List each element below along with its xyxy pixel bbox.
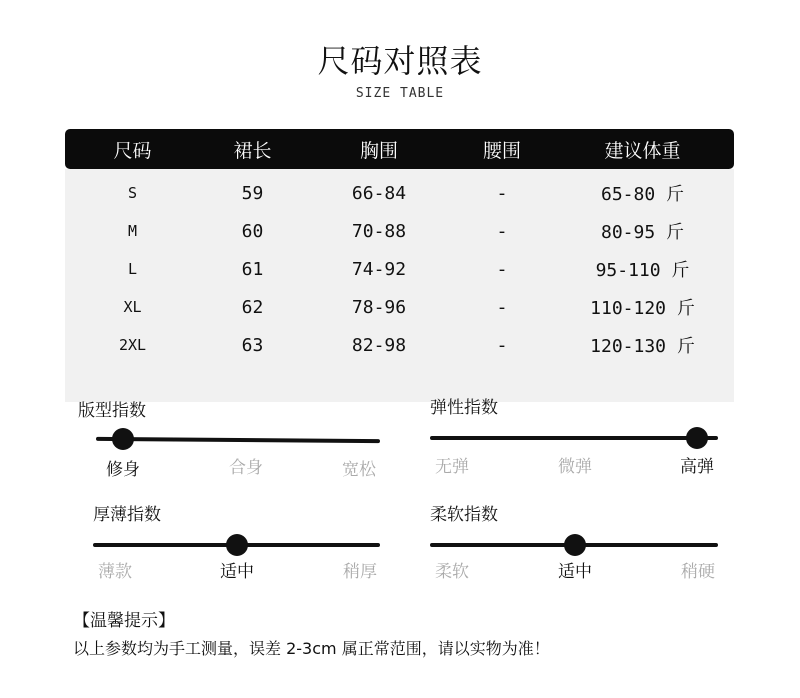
cell-weight: 65-80 斤 xyxy=(600,184,685,205)
cell-waist: - xyxy=(498,334,506,356)
table-row xyxy=(65,326,734,364)
softness-option-firm: 稍硬 xyxy=(681,562,715,582)
thickness-option-thick: 稍厚 xyxy=(343,562,377,582)
fit-index-title: 版型指数 xyxy=(78,401,146,421)
cell-waist: - xyxy=(498,258,506,280)
cell-weight: 110-120 斤 xyxy=(590,298,695,319)
cell-size: 2XL xyxy=(118,336,147,354)
fit-option-loose: 宽松 xyxy=(342,460,376,480)
softness-option-medium: 适中 xyxy=(558,562,592,582)
table-row xyxy=(65,174,734,212)
column-header-size: 尺码 xyxy=(113,139,152,162)
tips-text: 以上参数均为手工测量，误差 2-3cm 属正常范围，请以实物为准！ xyxy=(73,639,550,658)
column-header-waist: 腰围 xyxy=(482,139,521,162)
cell-waist: - xyxy=(498,296,506,318)
thickness-option-thin: 薄款 xyxy=(98,562,132,582)
elasticity-option-slight: 微弹 xyxy=(558,457,592,477)
softness-index-knob xyxy=(564,534,586,556)
fit-option-regular: 合身 xyxy=(229,458,263,478)
fit-index xyxy=(78,393,388,483)
softness-index xyxy=(430,497,730,587)
cell-bust: 66-84 xyxy=(351,182,407,204)
thickness-index-title: 厚薄指数 xyxy=(93,505,161,525)
cell-size: M xyxy=(127,222,138,240)
thickness-index-knob xyxy=(226,534,248,556)
tips-title: 【温馨提示】 xyxy=(73,611,175,631)
cell-weight: 95-110 斤 xyxy=(595,260,690,281)
table-body xyxy=(65,169,734,402)
cell-length: 59 xyxy=(241,182,264,204)
elasticity-option-high: 高弹 xyxy=(680,457,714,477)
size-table xyxy=(65,129,734,402)
table-row xyxy=(65,288,734,326)
column-header-weight: 建议体重 xyxy=(604,139,681,162)
page-subtitle: SIZE TABLE xyxy=(355,86,445,101)
elasticity-index-track xyxy=(430,436,718,440)
thickness-index xyxy=(93,497,393,587)
elasticity-option-none: 无弹 xyxy=(435,457,469,477)
cell-length: 60 xyxy=(241,220,264,242)
softness-index-title: 柔软指数 xyxy=(430,505,498,525)
elasticity-index-title: 弹性指数 xyxy=(430,398,498,418)
cell-bust: 78-96 xyxy=(351,296,407,318)
cell-size: XL xyxy=(123,298,142,316)
table-row xyxy=(65,250,734,288)
cell-bust: 82-98 xyxy=(351,334,407,356)
cell-weight: 120-130 斤 xyxy=(590,336,695,357)
elasticity-index-knob xyxy=(686,427,708,449)
cell-waist: - xyxy=(498,182,506,204)
cell-length: 62 xyxy=(241,296,264,318)
page-title: 尺码对照表 xyxy=(317,42,483,80)
column-header-length: 裙长 xyxy=(233,139,272,162)
table-header xyxy=(65,129,734,169)
fit-option-slim: 修身 xyxy=(106,460,140,480)
thickness-option-medium: 适中 xyxy=(220,562,254,582)
elasticity-index xyxy=(430,390,730,480)
cell-weight: 80-95 斤 xyxy=(600,222,685,243)
cell-size: L xyxy=(127,260,138,278)
softness-option-soft: 柔软 xyxy=(435,562,469,582)
cell-bust: 74-92 xyxy=(351,258,407,280)
cell-length: 61 xyxy=(241,258,264,280)
cell-waist: - xyxy=(498,220,506,242)
fit-index-track xyxy=(96,437,380,443)
cell-size: S xyxy=(127,184,138,202)
column-header-bust: 胸围 xyxy=(359,139,398,162)
cell-length: 63 xyxy=(241,334,264,356)
fit-index-knob xyxy=(112,428,134,450)
cell-bust: 70-88 xyxy=(351,220,407,242)
table-row xyxy=(65,212,734,250)
